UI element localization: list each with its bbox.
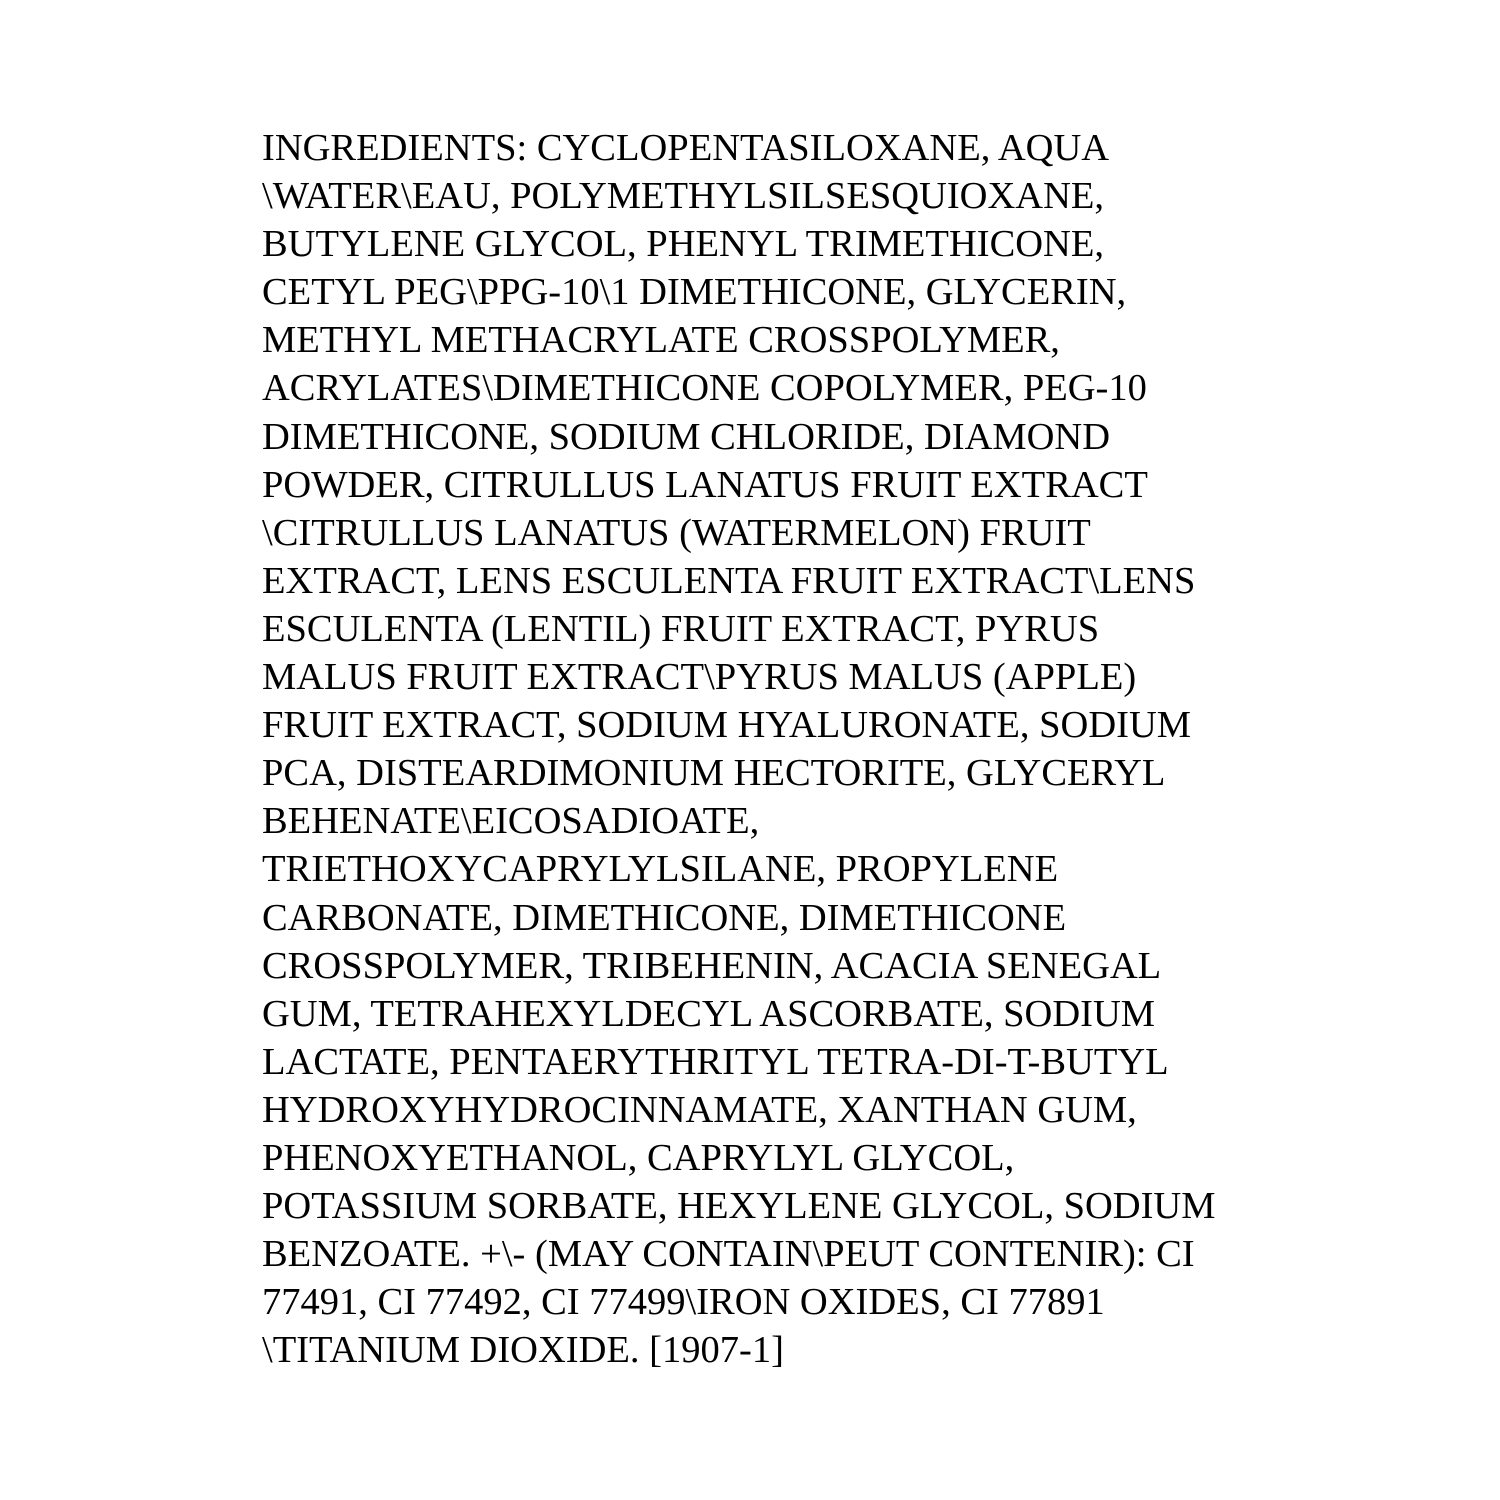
ingredients-line: \TITANIUM DIOXIDE. [1907-1] <box>262 1329 784 1372</box>
ingredients-line: 77491, CI 77492, CI 77499\IRON OXIDES, CI 77891 <box>262 1281 1105 1324</box>
ingredients-line: CARBONATE, DIMETHICONE, DIMETHICONE <box>262 896 1067 939</box>
ingredients-line: CETYL PEG\PPG-10\1 DIMETHICONE, GLYCERIN, <box>262 271 1127 314</box>
ingredients-line: BUTYLENE GLYCOL, PHENYL TRIMETHICONE, <box>262 223 1104 266</box>
ingredients-line: EXTRACT, LENS ESCULENTA FRUIT EXTRACT\LENS <box>262 559 1196 602</box>
ingredients-line: POWDER, CITRULLUS LANATUS FRUIT EXTRACT <box>262 463 1148 506</box>
ingredients-line: HYDROXYHYDROCINNAMATE, XANTHAN GUM, <box>262 1088 1137 1131</box>
ingredients-line: ESCULENTA (LENTIL) FRUIT EXTRACT, PYRUS <box>262 607 1100 650</box>
ingredients-line: TRIETHOXYCAPRYLYLSILANE, PROPYLENE <box>262 848 1059 891</box>
ingredients-line: \CITRULLUS LANATUS (WATERMELON) FRUIT <box>262 511 1091 554</box>
ingredients-line: GUM, TETRAHEXYLDECYL ASCORBATE, SODIUM <box>262 992 1156 1035</box>
ingredients-line: PHENOXYETHANOL, CAPRYLYL GLYCOL, <box>262 1136 1015 1179</box>
ingredients-line: CROSSPOLYMER, TRIBEHENIN, ACACIA SENEGAL <box>262 944 1162 987</box>
ingredients-line: PCA, DISTEARDIMONIUM HECTORITE, GLYCERYL <box>262 752 1166 795</box>
ingredients-line: BEHENATE\EICOSADIOATE, <box>262 800 760 843</box>
ingredients-line: INGREDIENTS: CYCLOPENTASILOXANE, AQUA <box>262 127 1110 169</box>
ingredients-line: \WATER\EAU, POLYMETHYLSILSESQUIOXANE, <box>262 175 1105 218</box>
ingredients-line: FRUIT EXTRACT, SODIUM HYALURONATE, SODIUM <box>262 704 1192 747</box>
ingredients-line: LACTATE, PENTAERYTHRITYL TETRA-DI-T-BUTYL <box>262 1040 1169 1083</box>
ingredients-line: POTASSIUM SORBATE, HEXYLENE GLYCOL, SODIUM <box>262 1185 1216 1228</box>
ingredients-line: MALUS FRUIT EXTRACT\PYRUS MALUS (APPLE) <box>262 656 1137 699</box>
ingredients-text <box>262 124 1262 1374</box>
ingredients-line: METHYL METHACRYLATE CROSSPOLYMER, <box>262 319 1060 362</box>
ingredients-line: ACRYLATES\DIMETHICONE COPOLYMER, PEG-10 <box>262 367 1147 410</box>
ingredients-line: DIMETHICONE, SODIUM CHLORIDE, DIAMOND <box>262 415 1111 458</box>
ingredients-line: BENZOATE. +\- (MAY CONTAIN\PEUT CONTENIR): CI <box>262 1233 1195 1276</box>
